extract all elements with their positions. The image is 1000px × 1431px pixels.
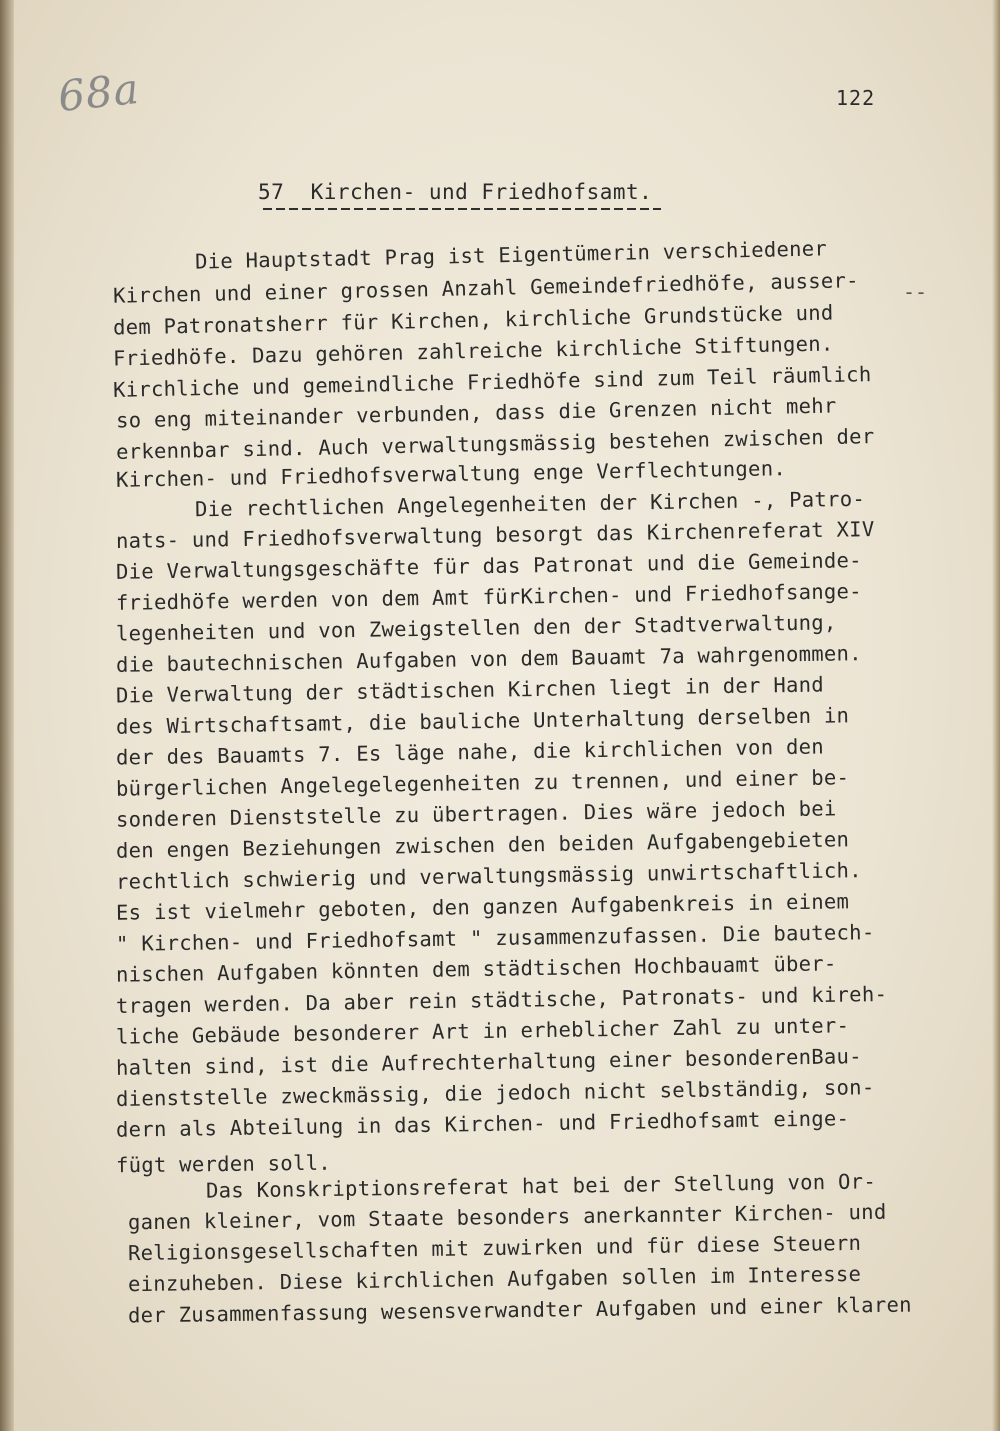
page-edge-shadow-left <box>0 0 14 1431</box>
body-line: fügt werden soll. <box>115 1150 332 1178</box>
body-line: rechtlich schwierig und verwaltungsmässig unwirtschaftlich. <box>115 858 863 894</box>
body-line: ganen kleiner, vom Staate besonders anerkannter Kirchen- und <box>127 1199 887 1235</box>
body-line: " Kirchen- und Friedhofsamt " zusammenzufassen. Die bautech- <box>115 920 875 956</box>
body-line: Das Konskriptionsreferat hat bei der Stellung von Or- <box>205 1169 877 1203</box>
handwritten-folio-mark: 68a <box>55 63 142 122</box>
body-line: Die Hauptstadt Prag ist Eigentümerin verschiedener <box>194 236 828 274</box>
body-line: so eng miteinander verbunden, dass die Grenzen nicht mehr <box>115 393 837 433</box>
body-line: nats- und Friedhofsverwaltung besorgt das Kirchenreferat XIV <box>115 517 875 553</box>
body-line: einzuheben. Diese kirchlichen Aufgaben sollen im Interesse <box>127 1261 862 1297</box>
stray-margin-mark: -- <box>903 280 928 304</box>
page-edge-shadow-right <box>992 0 1000 1431</box>
body-line: die bautechnischen Aufgaben von dem Bauamt 7a wahrgenommen. <box>115 641 863 677</box>
body-line: sonderen Dienststelle zu übertragen. Dies wäre jedoch bei <box>115 796 837 832</box>
body-line: dern als Abteilung in das Kirchen- und Friedhofsamt einge- <box>115 1106 850 1142</box>
body-line: Friedhöfe. Dazu gehören zahlreiche kirchliche Stiftungen. <box>112 331 834 371</box>
title-underline-dashes <box>263 200 661 214</box>
body-line: nischen Aufgaben könnten dem städtischen Hochbauamt über- <box>115 951 837 987</box>
body-line: erkennbar sind. Auch verwaltungsmässig bestehen zwischen der <box>115 424 875 464</box>
body-line: des Wirtschaftsamt, die bauliche Unterhaltung derselben in <box>115 703 850 739</box>
body-line: Die Verwaltungsgeschäfte für das Patronat und die Gemeinde- <box>115 548 863 584</box>
body-line: legenheiten und von Zweigstellen den der Stadtverwaltung, <box>115 610 837 646</box>
section-title: 57 Kirchen- und Friedhofsamt. <box>258 180 653 204</box>
body-line: bürgerlichen Angelegelegenheiten zu trennen, und einer be- <box>115 765 850 801</box>
body-line: der Zusammenfassung wesensverwandter Aufgaben und einer klaren <box>127 1292 912 1328</box>
body-line: halten sind, ist die Aufrechterhaltung einer besonderenBau- <box>115 1044 863 1080</box>
body-line: den engen Beziehungen zwischen den beiden Aufgabengebieten <box>115 827 850 863</box>
body-line: Religionsgesellschaften mit zuwirken und für diese Steuern <box>127 1230 862 1266</box>
body-line: tragen werden. Da aber rein städtische, Patronats- und kireh- <box>115 981 888 1019</box>
body-line: Die Verwaltung der städtischen Kirchen liegt in der Hand <box>115 672 825 708</box>
body-line: der des Bauamts 7. Es läge nahe, die kirchlichen von den <box>115 734 825 770</box>
body-line: Die rechtlichen Angelegenheiten der Kirchen -, Patro- <box>194 486 866 522</box>
body-line: liche Gebäude besonderer Art in erheblicher Zahl zu unter- <box>115 1013 850 1049</box>
body-line: friedhöfe werden von dem Amt fürKirchen- und Friedhofsange- <box>115 579 863 615</box>
body-line: Es ist vielmehr geboten, den ganzen Aufgabenkreis in einem <box>115 889 850 925</box>
body-line: dienststelle zweckmässig, die jedoch nicht selbständig, son- <box>115 1075 875 1111</box>
body-line: dem Patronatsherr für Kirchen, kirchliche Grundstücke und <box>112 300 834 340</box>
body-line: Kirchen- und Friedhofsverwaltung enge Verflechtungen. <box>115 456 787 492</box>
body-line: Kirchliche und gemeindliche Friedhöfe sind zum Teil räumlich <box>112 362 872 402</box>
body-line: Kirchen und einer grossen Anzahl Gemeindefriedhöfe, ausser- <box>112 268 860 308</box>
page-number: 122 <box>836 86 876 110</box>
